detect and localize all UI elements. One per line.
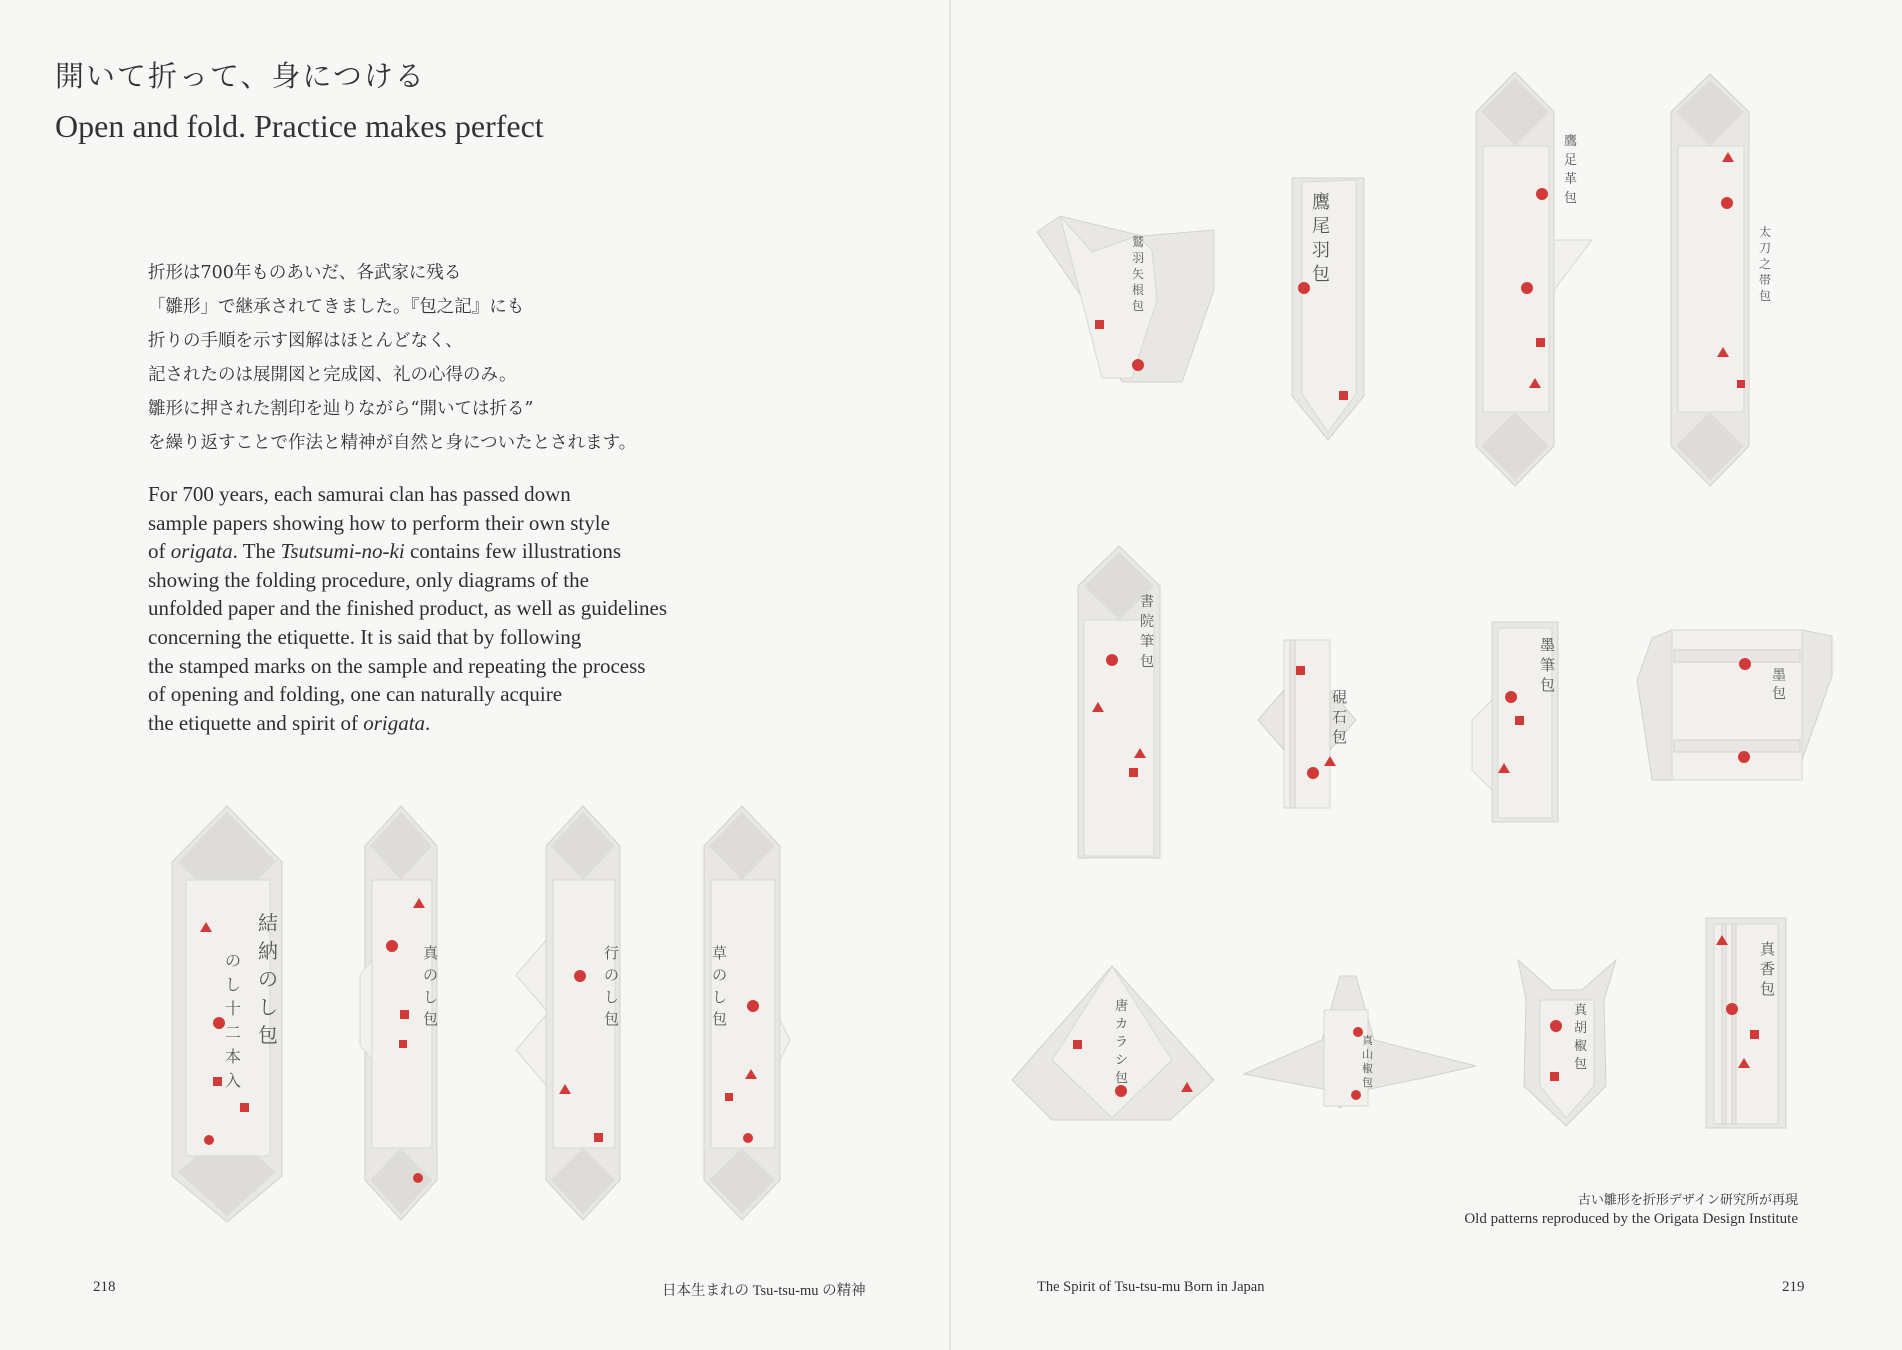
specimen-label: 太刀之帯包 [1759, 225, 1772, 303]
photo-caption-ja: 古い雛形を折形デザイン研究所が再現 [1577, 1193, 1798, 1208]
running-head-right: The Spirit of Tsu-tsu-mu Born in Japan [1037, 1279, 1265, 1295]
body-en-line: concerning the etiquette. It is said that by following [148, 624, 582, 649]
body-en-line: For 700 years, each samurai clan has passed down [148, 482, 571, 506]
origata-specimen [1012, 966, 1214, 1120]
body-en-line: showing the folding procedure, only diagrams of the [148, 567, 589, 592]
svg-text:のし十二本入: のし十二本入 [225, 951, 242, 1090]
origata-specimen [1472, 622, 1558, 822]
page-title-en: Open and fold. Practice makes perfect [55, 108, 544, 144]
specimen-label: 墨筆包 [1540, 636, 1556, 694]
body-en-line: the etiquette and spirit of origata. [148, 710, 431, 735]
body-ja-line: 「雛形」で継承されてきました。『包之記』にも [148, 297, 525, 317]
origata-specimen [1037, 216, 1214, 382]
left-origata-photo [0, 0, 950, 1350]
photo-caption-en: Old patterns reproduced by the Origata Design Institute [1464, 1211, 1798, 1227]
origata-specimen [1078, 546, 1160, 858]
specimen-label: 硯石包 [1332, 688, 1348, 746]
body-ja-line: 雛形に押された割印を辿りながら“開いては折る” [148, 399, 534, 419]
book-gutter [949, 0, 951, 1350]
specimen-label: 唐カラシ包 [1115, 999, 1129, 1086]
origata-specimen [1292, 178, 1364, 440]
origata-specimen [1258, 640, 1356, 808]
specimen-label: 墨包 [1772, 668, 1786, 702]
origata-specimen [360, 806, 439, 1220]
body-ja-line: 折りの手順を示す図解はほとんどなく、 [148, 331, 463, 351]
specimen-label: 結納のし包 [258, 911, 278, 1047]
origata-specimen [1671, 74, 1771, 486]
page-title-ja: 開いて折って、身につける [55, 59, 426, 93]
body-en-line: sample papers showing how to perform their own style [148, 510, 610, 535]
origata-specimen [1518, 960, 1616, 1126]
specimen-label: 草のし包 [712, 944, 728, 1028]
specimen-label: 行のし包 [604, 944, 620, 1028]
specimen-label: 鷲羽矢根包 [1132, 235, 1145, 313]
origata-specimen [704, 806, 790, 1220]
specimen-label: 真香包 [1760, 940, 1776, 998]
origata-specimen [1244, 976, 1476, 1108]
origata-specimen [1476, 72, 1592, 486]
body-en-line: of opening and folding, one can naturally acquire [148, 682, 563, 707]
specimen-label: 真のし包 [423, 944, 439, 1028]
origata-specimen [1706, 918, 1786, 1128]
specimen-label: 真胡椒包 [1574, 1003, 1588, 1072]
right-page [952, 0, 1902, 1350]
origata-specimen [516, 806, 620, 1220]
body-ja-line: を繰り返すことで作法と精神が自然と身についたとされます。 [148, 433, 637, 453]
specimen-label: 鷹尾羽包 [1312, 192, 1330, 285]
body-en-line: unfolded paper and the finished product, as well as guidelines [148, 596, 668, 621]
specimen-label: 書院筆包 [1140, 594, 1154, 670]
specimen-label: 鷹足革包 [1564, 134, 1578, 206]
origata-specimen [1637, 630, 1832, 780]
specimen-label: 真山椒包 [1362, 1034, 1373, 1089]
page-number-left: 218 [93, 1279, 116, 1295]
body-en-line: of origata. The Tsutsumi-no-ki contains few illustrations [148, 539, 622, 564]
body-ja-line: 記されたのは展開図と完成図、礼の心得のみ。 [148, 365, 517, 385]
body-ja-line: 折形は700年ものあいだ、各武家に残る [148, 263, 462, 283]
page-number-right: 219 [1782, 1279, 1805, 1295]
origata-specimen [172, 806, 282, 1222]
body-en-line: the stamped marks on the sample and repeating the process [148, 653, 646, 678]
left-page [0, 0, 950, 1350]
running-head-left: 日本生まれの Tsu-tsu-mu の精神 [662, 1283, 866, 1299]
right-origata-photo [952, 0, 1902, 1350]
